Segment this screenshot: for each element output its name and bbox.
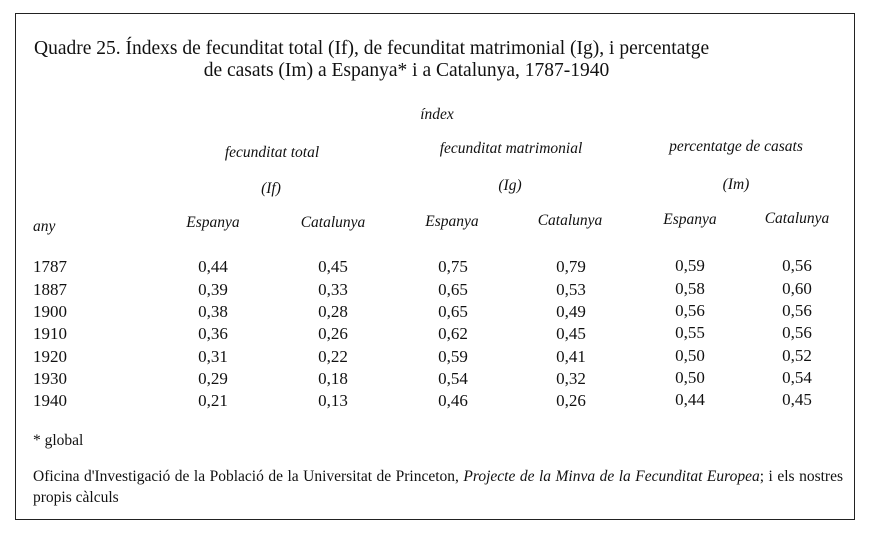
table-cell: 0,36: [198, 324, 228, 343]
table-cell: 0,22: [318, 347, 348, 366]
table-cell: 0,45: [318, 257, 348, 276]
table-title: [34, 38, 849, 82]
table-cell: 0,32: [556, 369, 586, 388]
group-header-if: fecunditat total: [224, 144, 320, 161]
table-cell: 0,13: [318, 391, 348, 410]
row-year: 1940: [33, 391, 67, 410]
table-cell: 0,65: [438, 302, 468, 321]
source-prefix: Oficina d'Investigació de la Població de la Universitat de Princeton,: [33, 468, 464, 485]
year-column-header: any: [33, 218, 56, 235]
subheader-im-espanya: Espanya: [663, 211, 717, 228]
table-cell: 0,59: [675, 256, 705, 275]
table-cell: 0,49: [556, 302, 586, 321]
group-code-if: (If): [261, 180, 281, 197]
table-cell: 0,65: [438, 280, 468, 299]
table-cell: 0,54: [782, 368, 812, 387]
row-year: 1900: [33, 302, 67, 321]
table-cell: 0,56: [782, 323, 812, 342]
table-cell: 0,56: [675, 301, 705, 320]
table-cell: 0,26: [318, 324, 348, 343]
table-cell: 0,59: [438, 347, 468, 366]
table-cell: 0,56: [782, 256, 812, 275]
table-cell: 0,62: [438, 324, 468, 343]
table-cell: 0,44: [675, 390, 705, 409]
table-cell: 0,52: [782, 346, 812, 365]
group-header-im: percentatge de casats: [669, 138, 803, 155]
source-italic: Projecte de la Minva de la Fecunditat Europea: [463, 468, 760, 485]
table-cell: 0,26: [556, 391, 586, 410]
subheader-im-catalunya: Catalunya: [764, 210, 830, 227]
table-cell: 0,33: [318, 280, 348, 299]
table-cell: 0,31: [198, 347, 228, 366]
table-cell: 0,38: [198, 302, 228, 321]
table-cell: 0,18: [318, 369, 348, 388]
table-cell: 0,54: [438, 369, 468, 388]
title-line-2: de casats (Im) a Espanya* i a Catalunya, 1787-1940: [203, 60, 610, 81]
table-cell: 0,46: [438, 391, 468, 410]
index-header: índex: [420, 106, 454, 123]
table-cell: 0,39: [198, 280, 228, 299]
table-cell: 0,75: [438, 257, 468, 276]
table-cell: 0,45: [556, 324, 586, 343]
group-code-ig: (Ig): [498, 177, 522, 194]
table-cell: 0,44: [198, 257, 228, 276]
source-suffix: ; i els nostres propis càlculs: [33, 468, 843, 506]
table-cell: 0,60: [782, 279, 812, 298]
subheader-if-espanya: Espanya: [186, 214, 240, 231]
table-cell: 0,79: [556, 257, 586, 276]
row-year: 1930: [33, 369, 67, 388]
subheader-ig-espanya: Espanya: [425, 213, 479, 230]
table-cell: 0,29: [198, 369, 228, 388]
table-cell: 0,28: [318, 302, 348, 321]
source-note: [33, 466, 843, 508]
table-cell: 0,41: [556, 347, 586, 366]
table-frame: [15, 13, 855, 520]
row-year: 1910: [33, 324, 67, 343]
row-year: 1920: [33, 347, 67, 366]
table-cell: 0,56: [782, 301, 812, 320]
row-year: 1887: [33, 280, 67, 299]
table-cell: 0,50: [675, 346, 705, 365]
table-cell: 0,53: [556, 280, 586, 299]
table-cell: 0,50: [675, 368, 705, 387]
subheader-if-catalunya: Catalunya: [300, 214, 366, 231]
group-code-im: (Im): [722, 176, 750, 193]
table-cell: 0,55: [675, 323, 705, 342]
table-cell: 0,45: [782, 390, 812, 409]
table-cell: 0,21: [198, 391, 228, 410]
footnote: * global: [33, 432, 84, 449]
row-year: 1787: [33, 257, 67, 276]
table-cell: 0,58: [675, 279, 705, 298]
title-line-1: Quadre 25. Índexs de fecunditat total (If), de fecunditat matrimonial (Ig), i percentatge: [34, 38, 710, 59]
group-header-ig: fecunditat matrimonial: [439, 140, 583, 157]
subheader-ig-catalunya: Catalunya: [537, 212, 603, 229]
